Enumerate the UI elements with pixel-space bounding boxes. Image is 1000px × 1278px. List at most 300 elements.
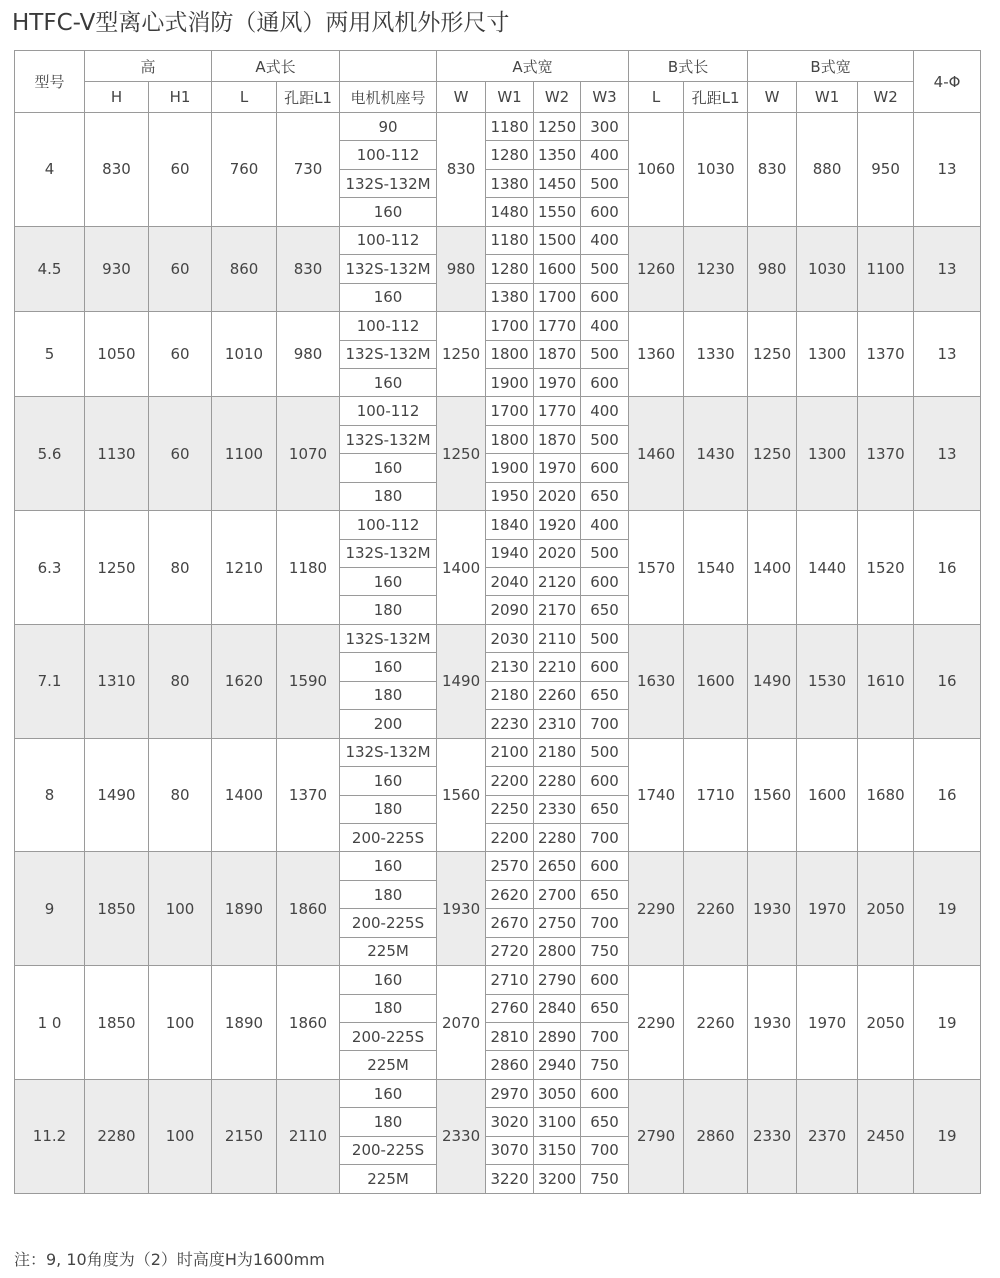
- cell-a-w2: 1920: [534, 511, 581, 539]
- cell-a-w3: 650: [581, 994, 629, 1022]
- cell-h1: 60: [149, 312, 212, 397]
- cell-a-w: 1560: [437, 738, 486, 852]
- cell-l1: 1860: [277, 966, 340, 1080]
- cell-l1: 980: [277, 312, 340, 397]
- header-H1: H1: [149, 82, 212, 113]
- cell-bl: 1460: [629, 397, 684, 511]
- header-W3: W3: [581, 82, 629, 113]
- cell-a-w1: 2970: [486, 1079, 534, 1107]
- cell-a-w1: 2040: [486, 568, 534, 596]
- cell-a-w3: 600: [581, 368, 629, 396]
- cell-motor: 132S-132M: [340, 255, 437, 283]
- cell-h1: 100: [149, 852, 212, 966]
- cell-a-w3: 650: [581, 1108, 629, 1136]
- cell-h: 1310: [85, 624, 149, 738]
- cell-bw: 2330: [748, 1079, 797, 1193]
- cell-a-w3: 750: [581, 1051, 629, 1079]
- cell-a-w1: 1180: [486, 226, 534, 254]
- cell-model: 9: [15, 852, 85, 966]
- cell-a-w3: 700: [581, 710, 629, 738]
- cell-l1: 730: [277, 113, 340, 227]
- cell-bw1: 1600: [797, 738, 858, 852]
- cell-bw: 980: [748, 226, 797, 311]
- cell-a-w1: 2200: [486, 823, 534, 851]
- cell-motor: 132S-132M: [340, 624, 437, 652]
- cell-a-w1: 2620: [486, 880, 534, 908]
- cell-motor: 180: [340, 681, 437, 709]
- cell-a-w1: 1180: [486, 113, 534, 141]
- cell-bw: 1250: [748, 397, 797, 511]
- cell-motor: 100-112: [340, 141, 437, 169]
- cell-bl: 2790: [629, 1079, 684, 1193]
- cell-l: 1210: [212, 511, 277, 625]
- cell-bl: 2290: [629, 966, 684, 1080]
- cell-a-w1: 2100: [486, 738, 534, 766]
- cell-a-w2: 1600: [534, 255, 581, 283]
- cell-motor: 132S-132M: [340, 738, 437, 766]
- cell-a-w1: 1940: [486, 539, 534, 567]
- cell-a-w3: 650: [581, 880, 629, 908]
- cell-bw2: 1610: [858, 624, 914, 738]
- cell-a-w1: 2130: [486, 653, 534, 681]
- cell-a-w3: 700: [581, 823, 629, 851]
- cell-bl1: 1540: [684, 511, 748, 625]
- cell-l: 1010: [212, 312, 277, 397]
- cell-motor: 200-225S: [340, 909, 437, 937]
- cell-a-w1: 2670: [486, 909, 534, 937]
- header-a-width-group: A式宽: [437, 51, 629, 82]
- cell-bl1: 1230: [684, 226, 748, 311]
- cell-a-w2: 2940: [534, 1051, 581, 1079]
- cell-a-w: 1930: [437, 852, 486, 966]
- cell-a-w3: 600: [581, 966, 629, 994]
- cell-bl1: 2860: [684, 1079, 748, 1193]
- cell-bl: 1570: [629, 511, 684, 625]
- cell-a-w1: 1800: [486, 340, 534, 368]
- cell-a-w3: 500: [581, 624, 629, 652]
- cell-l: 1100: [212, 397, 277, 511]
- cell-bw: 1400: [748, 511, 797, 625]
- cell-a-w3: 300: [581, 113, 629, 141]
- cell-h1: 60: [149, 226, 212, 311]
- cell-h1: 80: [149, 511, 212, 625]
- cell-a-w3: 700: [581, 1136, 629, 1164]
- cell-a-w3: 600: [581, 1079, 629, 1107]
- header-b-W2: W2: [858, 82, 914, 113]
- cell-motor: 180: [340, 880, 437, 908]
- cell-l1: 1180: [277, 511, 340, 625]
- cell-bw1: 1970: [797, 966, 858, 1080]
- table-row: [15, 1079, 981, 1107]
- cell-motor: 100-112: [340, 312, 437, 340]
- cell-h: 1250: [85, 511, 149, 625]
- cell-a-w: 1490: [437, 624, 486, 738]
- cell-hole: 19: [914, 852, 981, 966]
- cell-a-w1: 2090: [486, 596, 534, 624]
- cell-motor: 200-225S: [340, 823, 437, 851]
- table-row: [15, 511, 981, 539]
- cell-bl: 2290: [629, 852, 684, 966]
- cell-bw: 1490: [748, 624, 797, 738]
- cell-bl1: 1710: [684, 738, 748, 852]
- cell-bw2: 950: [858, 113, 914, 227]
- cell-motor: 160: [340, 368, 437, 396]
- cell-a-w3: 400: [581, 141, 629, 169]
- cell-hole: 19: [914, 1079, 981, 1193]
- cell-a-w2: 2840: [534, 994, 581, 1022]
- cell-motor: 180: [340, 795, 437, 823]
- cell-a-w3: 600: [581, 283, 629, 311]
- cell-l: 2150: [212, 1079, 277, 1193]
- cell-bl: 1260: [629, 226, 684, 311]
- cell-hole: 13: [914, 226, 981, 311]
- cell-a-w3: 400: [581, 397, 629, 425]
- cell-bl: 1360: [629, 312, 684, 397]
- cell-a-w3: 650: [581, 795, 629, 823]
- cell-a-w2: 1870: [534, 340, 581, 368]
- cell-bw2: 1370: [858, 397, 914, 511]
- cell-a-w2: 2750: [534, 909, 581, 937]
- header-motor-blank: [340, 51, 437, 82]
- header-b-length-group: B式长: [629, 51, 748, 82]
- table-body: [15, 113, 981, 1194]
- cell-motor: 90: [340, 113, 437, 141]
- cell-motor: 132S-132M: [340, 539, 437, 567]
- cell-l1: 1070: [277, 397, 340, 511]
- cell-a-w1: 2030: [486, 624, 534, 652]
- cell-bw: 1930: [748, 966, 797, 1080]
- cell-bw1: 2370: [797, 1079, 858, 1193]
- cell-hole: 13: [914, 397, 981, 511]
- cell-a-w1: 1280: [486, 141, 534, 169]
- cell-l: 860: [212, 226, 277, 311]
- header-L1: 孔距L1: [277, 82, 340, 113]
- cell-a-w2: 1250: [534, 113, 581, 141]
- cell-a-w1: 1950: [486, 482, 534, 510]
- cell-motor: 132S-132M: [340, 340, 437, 368]
- cell-motor: 200: [340, 710, 437, 738]
- cell-a-w1: 3070: [486, 1136, 534, 1164]
- table-row: [15, 113, 981, 141]
- cell-bw1: 1440: [797, 511, 858, 625]
- cell-a-w2: 2800: [534, 937, 581, 965]
- cell-bw2: 1100: [858, 226, 914, 311]
- cell-a-w2: 3150: [534, 1136, 581, 1164]
- cell-h1: 80: [149, 738, 212, 852]
- header-b-W1: W1: [797, 82, 858, 113]
- cell-a-w3: 500: [581, 539, 629, 567]
- cell-bl1: 2260: [684, 852, 748, 966]
- table-header: [15, 51, 981, 113]
- header-H: H: [85, 82, 149, 113]
- cell-bw2: 2050: [858, 852, 914, 966]
- cell-model: 4.5: [15, 226, 85, 311]
- cell-l: 1400: [212, 738, 277, 852]
- cell-bw: 1250: [748, 312, 797, 397]
- cell-l1: 1860: [277, 852, 340, 966]
- cell-motor: 200-225S: [340, 1136, 437, 1164]
- cell-a-w1: 2250: [486, 795, 534, 823]
- cell-h: 930: [85, 226, 149, 311]
- cell-a-w3: 650: [581, 681, 629, 709]
- cell-a-w1: 2720: [486, 937, 534, 965]
- cell-a-w1: 1900: [486, 454, 534, 482]
- cell-l: 1890: [212, 852, 277, 966]
- header-W2: W2: [534, 82, 581, 113]
- cell-a-w1: 1900: [486, 368, 534, 396]
- cell-h1: 100: [149, 1079, 212, 1193]
- cell-hole: 19: [914, 966, 981, 1080]
- cell-motor: 180: [340, 596, 437, 624]
- cell-motor: 180: [340, 994, 437, 1022]
- cell-bw1: 1530: [797, 624, 858, 738]
- cell-bl1: 1430: [684, 397, 748, 511]
- cell-a-w2: 2170: [534, 596, 581, 624]
- cell-a-w3: 500: [581, 169, 629, 197]
- cell-l: 1620: [212, 624, 277, 738]
- table-row: [15, 312, 981, 340]
- cell-hole: 13: [914, 113, 981, 227]
- cell-motor: 200-225S: [340, 1023, 437, 1051]
- cell-a-w1: 2710: [486, 966, 534, 994]
- cell-hole: 16: [914, 624, 981, 738]
- cell-a-w3: 650: [581, 482, 629, 510]
- cell-a-w3: 500: [581, 738, 629, 766]
- cell-motor: 225M: [340, 1051, 437, 1079]
- cell-a-w: 1250: [437, 312, 486, 397]
- table-row: [15, 852, 981, 880]
- header-motor: 电机机座号: [340, 82, 437, 113]
- cell-a-w3: 600: [581, 852, 629, 880]
- cell-a-w2: 1700: [534, 283, 581, 311]
- cell-a-w2: 1770: [534, 312, 581, 340]
- cell-bw1: 1300: [797, 312, 858, 397]
- header-b-W: W: [748, 82, 797, 113]
- cell-a-w2: 1970: [534, 454, 581, 482]
- cell-a-w1: 2860: [486, 1051, 534, 1079]
- cell-motor: 160: [340, 198, 437, 226]
- dimension-table: [14, 50, 981, 1194]
- cell-a-w2: 2210: [534, 653, 581, 681]
- cell-a-w2: 2110: [534, 624, 581, 652]
- cell-bl1: 2260: [684, 966, 748, 1080]
- cell-bw2: 1520: [858, 511, 914, 625]
- cell-a-w1: 1800: [486, 425, 534, 453]
- cell-h: 2280: [85, 1079, 149, 1193]
- cell-l1: 2110: [277, 1079, 340, 1193]
- header-W: W: [437, 82, 486, 113]
- cell-a-w2: 2120: [534, 568, 581, 596]
- cell-bw1: 880: [797, 113, 858, 227]
- cell-model: 11.2: [15, 1079, 85, 1193]
- cell-hole: 13: [914, 312, 981, 397]
- cell-a-w3: 500: [581, 255, 629, 283]
- header-L: L: [212, 82, 277, 113]
- cell-a-w1: 1280: [486, 255, 534, 283]
- cell-motor: 160: [340, 568, 437, 596]
- header-b-L1: 孔距L1: [684, 82, 748, 113]
- cell-bl1: 1030: [684, 113, 748, 227]
- cell-l1: 1590: [277, 624, 340, 738]
- cell-a-w2: 1770: [534, 397, 581, 425]
- cell-a-w2: 3200: [534, 1165, 581, 1193]
- cell-a-w2: 2020: [534, 482, 581, 510]
- cell-a-w3: 400: [581, 511, 629, 539]
- cell-a-w3: 400: [581, 226, 629, 254]
- cell-a-w2: 2330: [534, 795, 581, 823]
- cell-motor: 132S-132M: [340, 425, 437, 453]
- cell-motor: 180: [340, 482, 437, 510]
- header-model: 型号: [15, 51, 85, 113]
- cell-a-w1: 1380: [486, 283, 534, 311]
- cell-a-w2: 2790: [534, 966, 581, 994]
- cell-model: 1 0: [15, 966, 85, 1080]
- cell-bl: 1630: [629, 624, 684, 738]
- table-row: [15, 966, 981, 994]
- cell-bl: 1740: [629, 738, 684, 852]
- header-a-length-group: A式长: [212, 51, 340, 82]
- cell-model: 6.3: [15, 511, 85, 625]
- cell-a-w2: 2650: [534, 852, 581, 880]
- cell-motor: 160: [340, 653, 437, 681]
- footnote: 注：9, 10角度为（2）时高度H为1600mm: [14, 1250, 325, 1269]
- cell-l1: 830: [277, 226, 340, 311]
- cell-a-w1: 2760: [486, 994, 534, 1022]
- cell-a-w1: 2200: [486, 767, 534, 795]
- cell-h: 1490: [85, 738, 149, 852]
- table-row: [15, 397, 981, 425]
- cell-model: 4: [15, 113, 85, 227]
- cell-l: 1890: [212, 966, 277, 1080]
- cell-a-w: 980: [437, 226, 486, 311]
- cell-bw1: 1030: [797, 226, 858, 311]
- cell-model: 8: [15, 738, 85, 852]
- cell-a-w1: 1700: [486, 312, 534, 340]
- table-row: [15, 738, 981, 766]
- table-row: [15, 624, 981, 652]
- cell-hole: 16: [914, 738, 981, 852]
- cell-a-w3: 600: [581, 198, 629, 226]
- cell-a-w: 2330: [437, 1079, 486, 1193]
- cell-a-w: 2070: [437, 966, 486, 1080]
- cell-motor: 100-112: [340, 226, 437, 254]
- header-b-L: L: [629, 82, 684, 113]
- cell-motor: 225M: [340, 1165, 437, 1193]
- cell-a-w: 1250: [437, 397, 486, 511]
- cell-motor: 100-112: [340, 511, 437, 539]
- cell-a-w3: 600: [581, 568, 629, 596]
- cell-h: 1850: [85, 852, 149, 966]
- cell-motor: 132S-132M: [340, 169, 437, 197]
- header-W1: W1: [486, 82, 534, 113]
- cell-a-w2: 2280: [534, 823, 581, 851]
- cell-a-w3: 700: [581, 909, 629, 937]
- cell-a-w3: 600: [581, 653, 629, 681]
- cell-a-w2: 1500: [534, 226, 581, 254]
- cell-motor: 225M: [340, 937, 437, 965]
- cell-a-w3: 700: [581, 1023, 629, 1051]
- cell-h: 1130: [85, 397, 149, 511]
- cell-a-w1: 2810: [486, 1023, 534, 1051]
- cell-h: 1050: [85, 312, 149, 397]
- cell-bw2: 2450: [858, 1079, 914, 1193]
- cell-a-w2: 2310: [534, 710, 581, 738]
- cell-a-w3: 750: [581, 937, 629, 965]
- cell-a-w3: 500: [581, 425, 629, 453]
- cell-bw: 1560: [748, 738, 797, 852]
- cell-a-w1: 2570: [486, 852, 534, 880]
- cell-l: 760: [212, 113, 277, 227]
- cell-hole: 16: [914, 511, 981, 625]
- cell-a-w2: 1450: [534, 169, 581, 197]
- cell-a-w2: 1870: [534, 425, 581, 453]
- table-row: [15, 226, 981, 254]
- cell-motor: 160: [340, 966, 437, 994]
- cell-motor: 100-112: [340, 397, 437, 425]
- cell-a-w2: 2700: [534, 880, 581, 908]
- cell-l1: 1370: [277, 738, 340, 852]
- cell-motor: 160: [340, 767, 437, 795]
- cell-bw2: 1680: [858, 738, 914, 852]
- cell-model: 5.6: [15, 397, 85, 511]
- cell-a-w3: 750: [581, 1165, 629, 1193]
- cell-motor: 180: [340, 1108, 437, 1136]
- cell-bw1: 1300: [797, 397, 858, 511]
- cell-motor: 160: [340, 283, 437, 311]
- cell-a-w2: 1970: [534, 368, 581, 396]
- cell-a-w1: 3220: [486, 1165, 534, 1193]
- cell-a-w1: 2230: [486, 710, 534, 738]
- cell-bl: 1060: [629, 113, 684, 227]
- cell-a-w2: 1350: [534, 141, 581, 169]
- cell-a-w2: 3050: [534, 1079, 581, 1107]
- header-b-width-group: B式宽: [748, 51, 914, 82]
- cell-a-w: 1400: [437, 511, 486, 625]
- cell-a-w2: 3100: [534, 1108, 581, 1136]
- page-title: HTFC-V型离心式消防（通风）两用风机外形尺寸: [12, 10, 510, 36]
- cell-motor: 160: [340, 852, 437, 880]
- cell-a-w1: 1700: [486, 397, 534, 425]
- cell-bw1: 1970: [797, 852, 858, 966]
- cell-h: 830: [85, 113, 149, 227]
- cell-bw: 1930: [748, 852, 797, 966]
- header-hole: 4-Φ: [914, 51, 981, 113]
- cell-motor: 160: [340, 454, 437, 482]
- cell-a-w2: 2180: [534, 738, 581, 766]
- cell-a-w3: 650: [581, 596, 629, 624]
- cell-a-w3: 400: [581, 312, 629, 340]
- cell-bw: 830: [748, 113, 797, 227]
- cell-bl1: 1600: [684, 624, 748, 738]
- cell-motor: 160: [340, 1079, 437, 1107]
- cell-a-w2: 2020: [534, 539, 581, 567]
- cell-a-w1: 3020: [486, 1108, 534, 1136]
- cell-bl1: 1330: [684, 312, 748, 397]
- cell-a-w2: 2260: [534, 681, 581, 709]
- cell-h1: 80: [149, 624, 212, 738]
- cell-h1: 60: [149, 113, 212, 227]
- cell-a-w3: 600: [581, 454, 629, 482]
- cell-model: 5: [15, 312, 85, 397]
- cell-a-w2: 2890: [534, 1023, 581, 1051]
- cell-a-w3: 600: [581, 767, 629, 795]
- cell-h: 1850: [85, 966, 149, 1080]
- cell-a-w2: 2280: [534, 767, 581, 795]
- cell-h1: 100: [149, 966, 212, 1080]
- cell-model: 7.1: [15, 624, 85, 738]
- cell-a-w2: 1550: [534, 198, 581, 226]
- cell-a-w3: 500: [581, 340, 629, 368]
